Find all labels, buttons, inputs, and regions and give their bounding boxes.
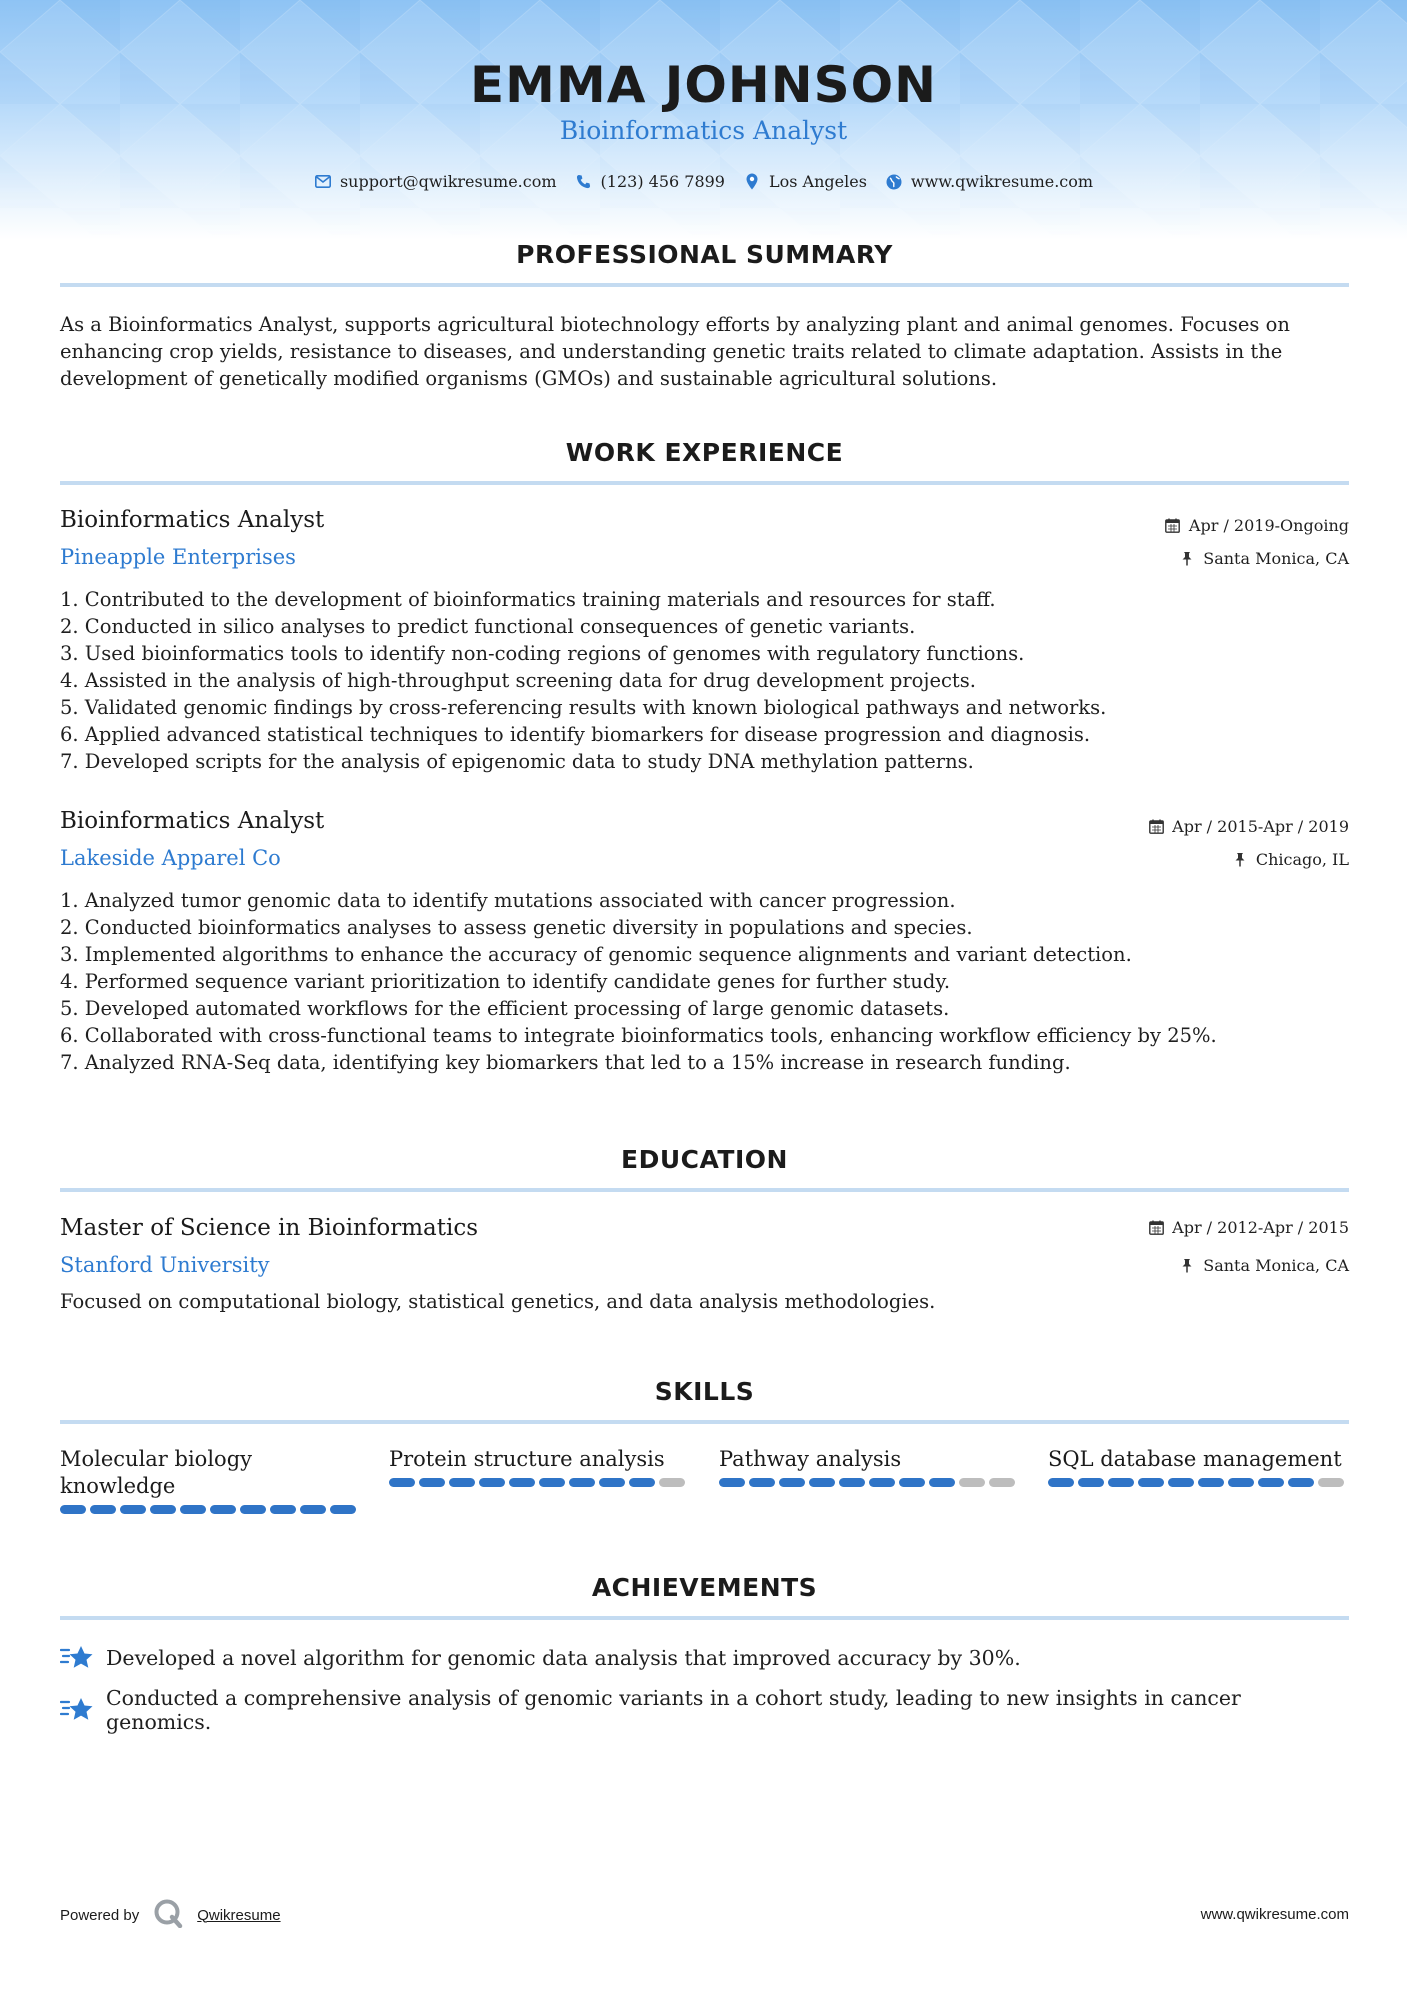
education-location-text: Santa Monica, CA [1203,1256,1349,1275]
skill-name: Molecular biology knowledge [60,1447,252,1498]
skill-segment-filled [509,1478,535,1487]
skill-segment-filled [419,1478,445,1487]
footer-branding [60,1898,281,1932]
calendar-icon [1148,1220,1164,1236]
skill-segment-filled [629,1478,655,1487]
skill-segment-empty [959,1478,985,1487]
footer-url[interactable]: www.qwikresume.com [1200,1906,1349,1923]
section-divider [60,283,1349,287]
skill-segment-filled [869,1478,895,1487]
company-name: Lakeside Apparel Co [60,846,281,870]
skill-segment-filled [60,1505,86,1514]
list-item: 2. Conducted bioinformatics analyses to assess genetic diversity in populations and species. [60,916,973,939]
skill-level-bar [719,1478,1019,1487]
skill-segment-filled [90,1505,116,1514]
job-date-text: Apr / 2019-Ongoing [1188,516,1349,535]
skill-segment-empty [659,1478,685,1487]
skill-segment-filled [1228,1478,1254,1487]
section-divider [60,481,1349,485]
skill-segment-filled [1198,1478,1224,1487]
skill-name: Protein structure analysis [389,1447,665,1471]
skill-segment-filled [479,1478,505,1487]
skill-segment-empty [1318,1478,1344,1487]
achievement-text: Conducted a comprehensive analysis of genomic variants in a cohort study, leading to new insights in cancer genomics. [106,1686,1241,1734]
summary-line: enhancing crop yields, resistance to diseases, and understanding genetic traits related to climate adaptation. Assists in the [60,340,1283,363]
contact-email-text: support@qwikresume.com [339,172,557,191]
skill-segment-filled [539,1478,565,1487]
contact-location-text: Los Angeles [768,172,867,191]
job-duties [60,586,1349,775]
pushpin-icon [1179,1258,1195,1274]
skill-segment-filled [150,1505,176,1514]
job-location [1232,850,1349,869]
skill-segment-filled [749,1478,775,1487]
candidate-role: Bioinformatics Analyst [559,116,848,145]
skill-item [60,1446,360,1514]
contact-phone[interactable] [575,172,725,191]
skill-segment-filled [719,1478,745,1487]
skill-segment-filled [240,1505,266,1514]
skill-segment-filled [120,1505,146,1514]
envelope-icon [314,173,332,191]
list-item: 4. Assisted in the analysis of high-throughput screening data for drug development projects. [60,669,976,692]
phone-icon [575,173,593,191]
skill-item [389,1446,689,1487]
section-title-skills: SKILLS [654,1377,755,1406]
list-item: 5. Developed automated workflows for the efficient processing of large genomic datasets. [60,997,950,1020]
skill-segment-filled [929,1478,955,1487]
pushpin-icon [1232,852,1248,868]
education-date-text: Apr / 2012-Apr / 2015 [1172,1218,1349,1237]
calendar-icon [1165,518,1181,534]
section-title-experience: WORK EXPERIENCE [565,438,844,467]
skill-segment-filled [1288,1478,1314,1487]
skill-item [719,1446,1019,1487]
skill-segment-filled [180,1505,206,1514]
skill-segment-filled [599,1478,625,1487]
skill-name: SQL database management [1048,1447,1342,1471]
qwikresume-logo-icon [153,1898,183,1932]
education-location [1179,1256,1349,1275]
job-title: Bioinformatics Analyst [60,507,325,533]
list-item: 7. Analyzed RNA-Seq data, identifying key biomarkers that led to a 15% increase in research funding. [60,1051,1071,1074]
section-title-summary: PROFESSIONAL SUMMARY [516,240,893,269]
contact-location [743,172,867,191]
job-location-text: Santa Monica, CA [1203,549,1349,568]
skill-segment-filled [899,1478,925,1487]
achievement-item [60,1686,1349,1734]
star-icon [60,1643,94,1673]
skill-segment-filled [779,1478,805,1487]
list-item: 3. Implemented algorithms to enhance the accuracy of genomic sequence alignments and variant detection. [60,943,1132,966]
globe-icon [885,173,903,191]
company-name: Pineapple Enterprises [60,545,296,569]
skill-segment-filled [1048,1478,1074,1487]
skill-segment-filled [1108,1478,1134,1487]
skill-item [1048,1446,1348,1487]
skill-level-bar [389,1478,689,1487]
skill-segment-filled [1168,1478,1194,1487]
list-item: 3. Used bioinformatics tools to identify non-coding regions of genomes with regulatory functions. [60,642,1025,665]
qwikresume-link[interactable]: Qwikresume [197,1906,281,1924]
skill-segment-filled [300,1505,326,1514]
skill-name: Pathway analysis [719,1447,902,1471]
education-date [1148,1218,1349,1237]
skill-segment-filled [210,1505,236,1514]
list-item: 6. Applied advanced statistical techniques to identify biomarkers for disease progression and diagnosis. [60,723,1091,746]
achievement-text: Developed a novel algorithm for genomic data analysis that improved accuracy by 30%. [106,1646,1021,1670]
section-title-education: EDUCATION [621,1145,788,1174]
job-duties [60,887,1349,1076]
job-title: Bioinformatics Analyst [60,808,325,834]
contact-website[interactable] [885,172,1093,191]
contact-phone-text: (123) 456 7899 [600,172,725,191]
section-divider [60,1616,1349,1620]
job-location-text: Chicago, IL [1255,850,1349,869]
map-marker-icon [743,173,761,191]
skill-segment-filled [1258,1478,1284,1487]
summary-line: development of genetically modified organisms (GMOs) and sustainable agricultural solutions. [60,367,998,390]
calendar-icon [1148,819,1164,835]
list-item: 2. Conducted in silico analyses to predict functional consequences of genetic variants. [60,615,916,638]
job-date-text: Apr / 2015-Apr / 2019 [1172,817,1349,836]
skill-segment-filled [839,1478,865,1487]
school-name: Stanford University [60,1253,270,1277]
list-item: 6. Collaborated with cross-functional teams to integrate bioinformatics tools, enhancing workflow efficiency by 25%. [60,1024,1217,1047]
job-date [1165,516,1349,535]
education-description: Focused on computational biology, statistical genetics, and data analysis methodologies. [60,1290,936,1313]
list-item: 7. Developed scripts for the analysis of epigenomic data to study DNA methylation patterns. [60,750,974,773]
pushpin-icon [1179,551,1195,567]
list-item: 1. Contributed to the development of bioinformatics training materials and resources for staff. [60,588,996,611]
skill-segment-filled [270,1505,296,1514]
skill-level-bar [1048,1478,1348,1487]
section-divider [60,1188,1349,1192]
degree-title: Master of Science in Bioinformatics [60,1215,479,1241]
section-divider [60,1420,1349,1424]
star-icon [60,1695,94,1725]
skill-segment-filled [1138,1478,1164,1487]
summary-line: As a Bioinformatics Analyst, supports agricultural biotechnology efforts by analyzing plant and animal genomes. Focuses on [60,313,1290,336]
skill-segment-empty [989,1478,1015,1487]
achievement-item [60,1643,1349,1673]
skill-segment-filled [389,1478,415,1487]
skill-segment-filled [809,1478,835,1487]
list-item: 5. Validated genomic findings by cross-referencing results with known biological pathways and networks. [60,696,1107,719]
contact-email[interactable] [314,172,557,191]
skill-segment-filled [1078,1478,1104,1487]
skill-level-bar [60,1505,360,1514]
skill-segment-filled [449,1478,475,1487]
powered-by-label: Powered by [60,1906,140,1924]
contact-website-text: www.qwikresume.com [910,172,1094,191]
job-date [1148,817,1349,836]
list-item: 4. Performed sequence variant prioritization to identify candidate genes for further study. [60,970,951,993]
skill-segment-filled [569,1478,595,1487]
list-item: 1. Analyzed tumor genomic data to identify mutations associated with cancer progression. [60,889,956,912]
summary-text [60,311,1349,392]
job-location [1179,549,1349,568]
skill-segment-filled [330,1505,356,1514]
candidate-name: EMMA JOHNSON [470,56,937,114]
contact-bar [0,172,1407,191]
section-title-achievements: ACHIEVEMENTS [591,1573,818,1602]
